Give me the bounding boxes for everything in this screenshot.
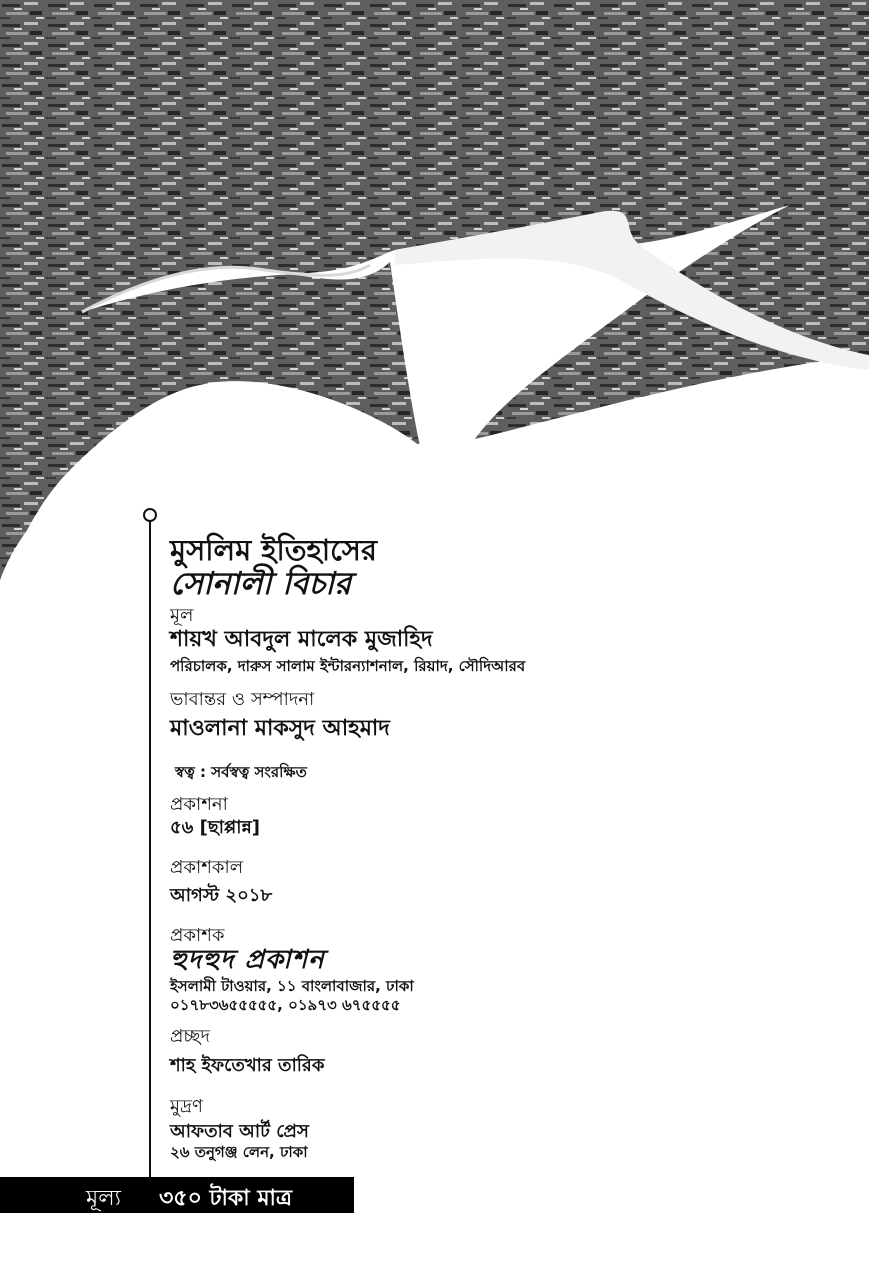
price-label: মূল্য	[86, 1186, 121, 1211]
date-value: আগস্ট ২০১৮	[170, 885, 273, 906]
cover-label: প্রচ্ছদ	[170, 1026, 210, 1047]
publisher-address: ইসলামী টাওয়ার, ১১ বাংলাবাজার, ঢাকা	[170, 977, 414, 995]
price-value: ৩৫০ টাকা মাত্র	[159, 1186, 293, 1211]
publisher-logo: হুদহুদ প্রকাশন	[170, 945, 325, 975]
publisher-label: প্রকাশক	[170, 925, 225, 946]
translator-name: মাওলানা মাকসুদ আহমাদ	[170, 716, 390, 741]
printer-address: ২৬ তনুগঞ্জ লেন, ঢাকা	[170, 1143, 308, 1161]
author-role: পরিচালক, দারুস সালাম ইন্টারন্যাশনাল, রিয়াদ, সৌদিআরব	[170, 657, 526, 675]
translator-label: ভাবান্তর ও সম্পাদনা	[170, 689, 315, 710]
printer-name: আফতাব আর্ট প্রেস	[170, 1121, 309, 1142]
price-bar	[0, 1177, 354, 1213]
date-label: প্রকাশকাল	[170, 857, 244, 878]
title-line-2: সোনালী বিচার	[170, 566, 352, 602]
title-line-1: মুসলিম ইতিহাসের	[170, 533, 377, 567]
author-label: মূল	[170, 605, 194, 626]
rights-notice: স্বত্ব : সর্বস্বত্ব সংরক্ষিত	[175, 763, 307, 781]
author-name: শায়খ আবদুল মালেক মুজাহিদ	[170, 627, 433, 652]
cover-artist: শাহ ইফতেখার তারিক	[170, 1055, 325, 1076]
vertical-rule	[149, 516, 151, 1184]
rule-dot	[143, 508, 157, 522]
cover-illustration	[0, 0, 869, 600]
edition-value: ৫৬ [ছাপ্পান্ন]	[170, 817, 260, 838]
edition-label: প্রকাশনা	[170, 794, 228, 815]
publisher-phone: ০১৭৮৩৬৫৫৫৫৫, ০১৯৭৩ ৬৭৫৫৫৫	[170, 996, 401, 1014]
printer-label: মুদ্রণ	[170, 1096, 203, 1117]
